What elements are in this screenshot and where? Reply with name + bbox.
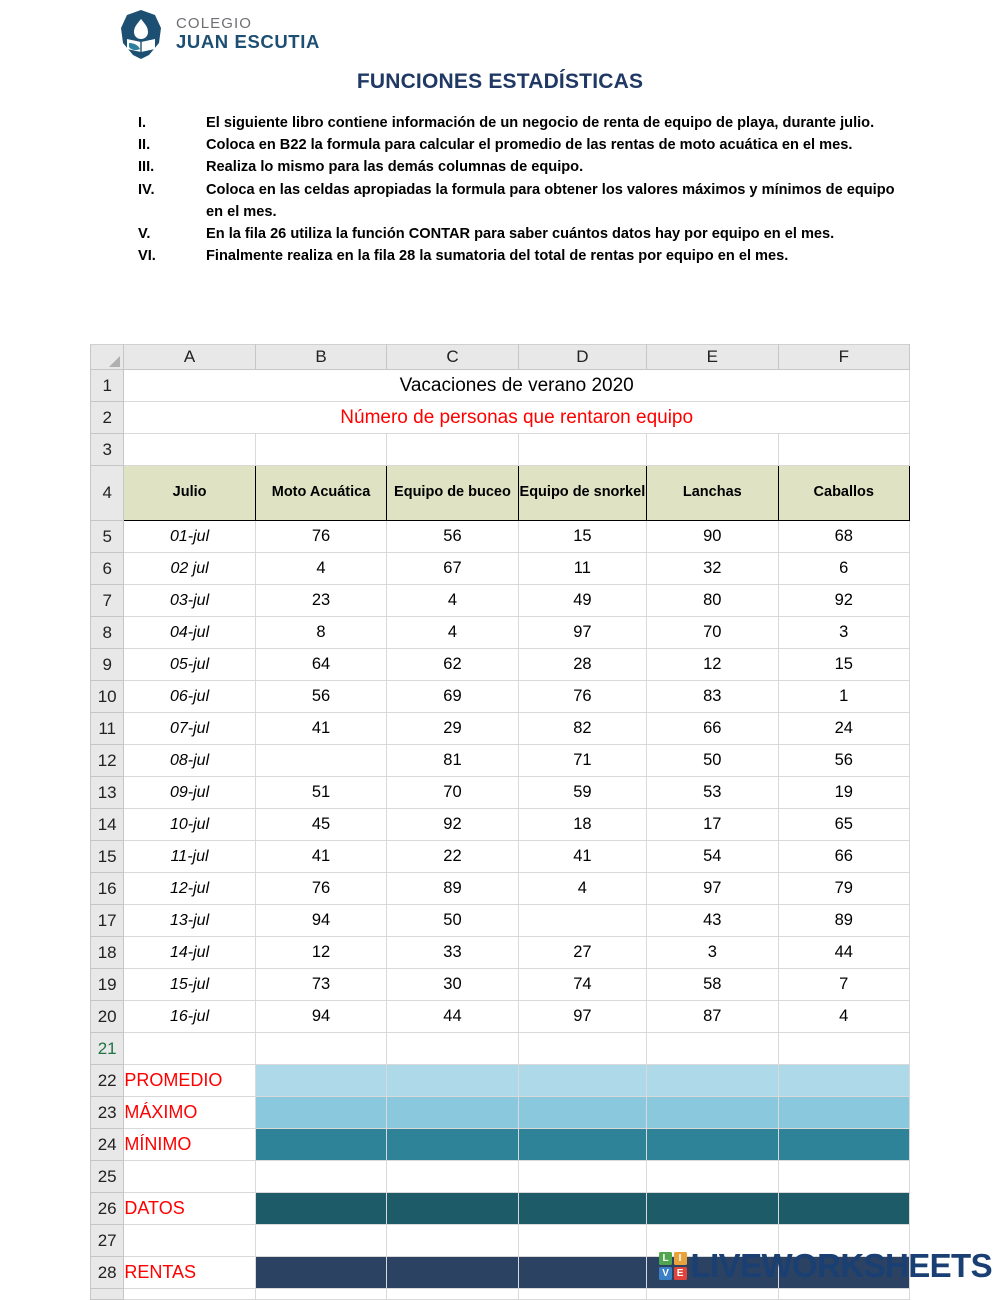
data-cell[interactable]: 4 bbox=[778, 1001, 909, 1033]
row-header-7[interactable]: 7 bbox=[91, 585, 124, 617]
data-cell[interactable]: 81 bbox=[387, 745, 518, 777]
data-cell[interactable]: 44 bbox=[778, 937, 909, 969]
table-header-2[interactable]: Equipo de buceo bbox=[387, 466, 518, 521]
summary-fill-cell[interactable] bbox=[387, 1097, 518, 1129]
data-cell[interactable]: 3 bbox=[647, 937, 778, 969]
row-header-11[interactable]: 11 bbox=[91, 713, 124, 745]
summary-fill-cell[interactable] bbox=[778, 1065, 909, 1097]
data-cell[interactable]: 56 bbox=[387, 521, 518, 553]
instruction-item bbox=[138, 179, 898, 223]
summary-fill-cell[interactable] bbox=[518, 1257, 646, 1289]
date-cell[interactable]: 05-jul bbox=[124, 649, 255, 681]
summary-label[interactable] bbox=[124, 1161, 255, 1193]
sheet-row-3 bbox=[91, 434, 910, 466]
instruction-item bbox=[138, 223, 898, 245]
data-cell[interactable]: 12 bbox=[255, 937, 386, 969]
summary-fill-cell[interactable] bbox=[778, 1097, 909, 1129]
data-cell[interactable] bbox=[518, 905, 646, 937]
column-header-b[interactable]: B bbox=[255, 345, 386, 370]
table-row bbox=[91, 745, 910, 777]
summary-fill-cell[interactable] bbox=[518, 1065, 646, 1097]
data-cell[interactable]: 45 bbox=[255, 809, 386, 841]
table-row bbox=[91, 841, 910, 873]
data-cell[interactable]: 15 bbox=[518, 521, 646, 553]
row-header-16[interactable]: 16 bbox=[91, 873, 124, 905]
row-header-27[interactable]: 27 bbox=[91, 1225, 124, 1257]
summary-fill-cell[interactable] bbox=[255, 1065, 386, 1097]
table-row bbox=[91, 937, 910, 969]
row-header-6[interactable]: 6 bbox=[91, 553, 124, 585]
data-cell[interactable]: 22 bbox=[387, 841, 518, 873]
table-header-1[interactable]: Moto Acuática bbox=[255, 466, 386, 521]
data-cell[interactable]: 76 bbox=[255, 873, 386, 905]
data-cell[interactable]: 76 bbox=[255, 521, 386, 553]
summary-label[interactable]: MÍNIMO bbox=[124, 1129, 255, 1161]
summary-fill-cell[interactable] bbox=[778, 1129, 909, 1161]
instruction-number: II. bbox=[138, 137, 151, 154]
instruction-item bbox=[138, 112, 898, 134]
row-header-2[interactable]: 2 bbox=[91, 402, 124, 434]
data-cell[interactable]: 90 bbox=[647, 521, 778, 553]
table-row bbox=[91, 617, 910, 649]
summary-label[interactable]: DATOS bbox=[124, 1193, 255, 1225]
table-header-4[interactable]: Lanchas bbox=[647, 466, 778, 521]
row-header-9[interactable]: 9 bbox=[91, 649, 124, 681]
data-cell[interactable]: 19 bbox=[778, 777, 909, 809]
data-cell[interactable]: 80 bbox=[647, 585, 778, 617]
data-cell[interactable]: 41 bbox=[255, 841, 386, 873]
data-cell[interactable]: 66 bbox=[778, 841, 909, 873]
data-cell[interactable]: 1 bbox=[778, 681, 909, 713]
instruction-text: El siguiente libro contiene información de un negocio de renta de equipo de playa, durante julio. bbox=[206, 115, 875, 131]
data-cell[interactable]: 44 bbox=[387, 1001, 518, 1033]
data-cell[interactable]: 53 bbox=[647, 777, 778, 809]
data-cell[interactable]: 15 bbox=[778, 649, 909, 681]
data-cell[interactable]: 30 bbox=[387, 969, 518, 1001]
data-cell[interactable]: 23 bbox=[255, 585, 386, 617]
data-cell[interactable]: 94 bbox=[255, 905, 386, 937]
sheet-cell[interactable] bbox=[647, 434, 778, 466]
data-cell[interactable]: 50 bbox=[387, 905, 518, 937]
row-header-23[interactable]: 23 bbox=[91, 1097, 124, 1129]
row-header-18[interactable]: 18 bbox=[91, 937, 124, 969]
data-cell[interactable]: 54 bbox=[647, 841, 778, 873]
data-cell[interactable]: 97 bbox=[518, 617, 646, 649]
sheet-cell[interactable] bbox=[647, 1289, 778, 1300]
date-cell[interactable]: 09-jul bbox=[124, 777, 255, 809]
instruction-number: III. bbox=[138, 159, 155, 176]
sheet-cell[interactable] bbox=[124, 1289, 255, 1300]
data-cell[interactable]: 49 bbox=[518, 585, 646, 617]
table-row bbox=[91, 713, 910, 745]
sheet-row-clipped bbox=[91, 1289, 910, 1300]
table-header-0[interactable]: Julio bbox=[124, 466, 255, 521]
data-cell[interactable]: 32 bbox=[647, 553, 778, 585]
instruction-text: Coloca en las celdas apropiadas la formula para obtener los valores máximos y mínimos de equipo en el mes. bbox=[206, 181, 895, 220]
data-cell[interactable]: 4 bbox=[387, 617, 518, 649]
summary-label[interactable]: RENTAS bbox=[124, 1257, 255, 1289]
table-row bbox=[91, 649, 910, 681]
data-cell[interactable]: 69 bbox=[387, 681, 518, 713]
page-header bbox=[0, 0, 1000, 66]
table-row bbox=[91, 585, 910, 617]
column-header-c[interactable]: C bbox=[387, 345, 518, 370]
sheet-cell[interactable] bbox=[255, 1289, 386, 1300]
row-header-15[interactable]: 15 bbox=[91, 841, 124, 873]
table-row bbox=[91, 553, 910, 585]
data-cell[interactable]: 4 bbox=[255, 553, 386, 585]
summary-fill-cell[interactable] bbox=[387, 1193, 518, 1225]
data-cell[interactable]: 56 bbox=[778, 745, 909, 777]
instruction-item bbox=[138, 134, 898, 156]
date-cell[interactable]: 12-jul bbox=[124, 873, 255, 905]
data-cell[interactable]: 6 bbox=[778, 553, 909, 585]
data-cell[interactable]: 43 bbox=[647, 905, 778, 937]
table-row bbox=[91, 521, 910, 553]
data-cell[interactable]: 66 bbox=[647, 713, 778, 745]
table-row bbox=[91, 681, 910, 713]
data-cell[interactable]: 41 bbox=[255, 713, 386, 745]
data-cell[interactable]: 56 bbox=[255, 681, 386, 713]
row-header-5[interactable]: 5 bbox=[91, 521, 124, 553]
summary-row bbox=[91, 1161, 910, 1193]
logo-line-juan-escutia: JUAN ESCUTIA bbox=[176, 31, 320, 53]
instruction-number: IV. bbox=[138, 181, 155, 198]
data-cell[interactable]: 64 bbox=[255, 649, 386, 681]
date-cell[interactable]: 06-jul bbox=[124, 681, 255, 713]
table-row bbox=[91, 809, 910, 841]
select-all-corner[interactable] bbox=[91, 345, 124, 370]
instruction-text: Realiza lo mismo para las demás columnas de equipo. bbox=[206, 159, 584, 176]
row-header-10[interactable]: 10 bbox=[91, 681, 124, 713]
instruction-text: Finalmente realiza en la fila 28 la sumatoria del total de rentas por equipo en el mes. bbox=[206, 248, 789, 265]
sheet-cell[interactable] bbox=[778, 434, 909, 466]
data-cell[interactable]: 27 bbox=[518, 937, 646, 969]
date-cell[interactable]: 03-jul bbox=[124, 585, 255, 617]
summary-row bbox=[91, 1129, 910, 1161]
summary-fill-cell[interactable] bbox=[647, 1129, 778, 1161]
row-header-8[interactable]: 8 bbox=[91, 617, 124, 649]
sheet-cell[interactable] bbox=[124, 434, 255, 466]
sheet-row-1 bbox=[91, 370, 910, 402]
summary-fill-cell[interactable] bbox=[647, 1097, 778, 1129]
sheet-cell[interactable] bbox=[778, 1289, 909, 1300]
lw-square-i: I bbox=[674, 1252, 687, 1265]
table-row bbox=[91, 905, 910, 937]
date-cell[interactable]: 10-jul bbox=[124, 809, 255, 841]
column-header-e[interactable]: E bbox=[647, 345, 778, 370]
data-cell[interactable]: 28 bbox=[518, 649, 646, 681]
row-header-13[interactable]: 13 bbox=[91, 777, 124, 809]
summary-row bbox=[91, 1065, 910, 1097]
instruction-item bbox=[138, 245, 898, 267]
corner-triangle-icon bbox=[109, 356, 120, 367]
lw-square-e: E bbox=[674, 1267, 687, 1280]
row-header-20[interactable]: 20 bbox=[91, 1001, 124, 1033]
sheet-cell[interactable] bbox=[518, 1289, 646, 1300]
data-cell[interactable]: 89 bbox=[778, 905, 909, 937]
data-cell[interactable]: 18 bbox=[518, 809, 646, 841]
data-cell[interactable]: 24 bbox=[778, 713, 909, 745]
sheet-row-21 bbox=[91, 1033, 910, 1065]
summary-fill-cell[interactable] bbox=[647, 1065, 778, 1097]
summary-fill-cell[interactable] bbox=[387, 1257, 518, 1289]
summary-fill-cell[interactable] bbox=[518, 1161, 646, 1193]
date-cell[interactable]: 13-jul bbox=[124, 905, 255, 937]
data-cell[interactable]: 33 bbox=[387, 937, 518, 969]
row-header-19[interactable]: 19 bbox=[91, 969, 124, 1001]
logo-line-colegio: COLEGIO bbox=[176, 15, 253, 33]
school-logo bbox=[115, 9, 320, 61]
summary-fill-cell[interactable] bbox=[778, 1161, 909, 1193]
data-cell[interactable]: 67 bbox=[387, 553, 518, 585]
data-cell[interactable]: 82 bbox=[518, 713, 646, 745]
summary-fill-cell[interactable] bbox=[255, 1161, 386, 1193]
sheet-title-cell[interactable]: Vacaciones de verano 2020 bbox=[124, 370, 910, 402]
summary-fill-cell[interactable] bbox=[255, 1225, 386, 1257]
data-cell[interactable]: 11 bbox=[518, 553, 646, 585]
data-cell[interactable]: 51 bbox=[255, 777, 386, 809]
column-header-row bbox=[91, 345, 910, 370]
table-header-3[interactable]: Equipo de snorkel bbox=[518, 466, 646, 521]
data-cell[interactable]: 4 bbox=[518, 873, 646, 905]
data-cell[interactable]: 97 bbox=[518, 1001, 646, 1033]
data-cell[interactable]: 29 bbox=[387, 713, 518, 745]
row-header-22[interactable]: 22 bbox=[91, 1065, 124, 1097]
summary-fill-cell[interactable] bbox=[387, 1129, 518, 1161]
sheet-subtitle-cell[interactable]: Número de personas que rentaron equipo bbox=[124, 402, 910, 434]
lw-square-l: L bbox=[659, 1252, 672, 1265]
data-cell[interactable]: 62 bbox=[387, 649, 518, 681]
row-header-26[interactable]: 26 bbox=[91, 1193, 124, 1225]
instruction-number: I. bbox=[138, 115, 147, 131]
row-header-24[interactable]: 24 bbox=[91, 1129, 124, 1161]
data-cell[interactable]: 70 bbox=[647, 617, 778, 649]
data-cell[interactable]: 92 bbox=[778, 585, 909, 617]
date-cell[interactable]: 15-jul bbox=[124, 969, 255, 1001]
liveworksheets-logo-icon bbox=[659, 1252, 687, 1280]
summary-fill-cell[interactable] bbox=[518, 1193, 646, 1225]
data-cell[interactable]: 89 bbox=[387, 873, 518, 905]
data-cell[interactable]: 50 bbox=[647, 745, 778, 777]
date-cell[interactable]: 14-jul bbox=[124, 937, 255, 969]
data-cell[interactable]: 74 bbox=[518, 969, 646, 1001]
date-cell[interactable]: 02 jul bbox=[124, 553, 255, 585]
row-header-3[interactable]: 3 bbox=[91, 434, 124, 466]
sheet-cell[interactable] bbox=[387, 1289, 518, 1300]
sheet-cell[interactable] bbox=[647, 1033, 778, 1065]
data-cell[interactable]: 68 bbox=[778, 521, 909, 553]
data-cell[interactable]: 3 bbox=[778, 617, 909, 649]
data-cell[interactable]: 17 bbox=[647, 809, 778, 841]
summary-fill-cell[interactable] bbox=[518, 1129, 646, 1161]
page-title: FUNCIONES ESTADÍSTICAS bbox=[356, 70, 644, 93]
sheet-cell[interactable] bbox=[387, 434, 518, 466]
table-row bbox=[91, 873, 910, 905]
date-cell[interactable]: 11-jul bbox=[124, 841, 255, 873]
summary-fill-cell[interactable] bbox=[518, 1097, 646, 1129]
instruction-number: V. bbox=[138, 225, 151, 242]
instruction-item bbox=[138, 156, 898, 178]
data-cell[interactable]: 97 bbox=[647, 873, 778, 905]
spreadsheet bbox=[90, 344, 910, 1300]
table-row bbox=[91, 969, 910, 1001]
summary-fill-cell[interactable] bbox=[518, 1225, 646, 1257]
summary-fill-cell[interactable] bbox=[387, 1161, 518, 1193]
instructions-list bbox=[138, 112, 898, 267]
instruction-text: En la fila 26 utiliza la función CONTAR para saber cuántos datos hay por equipo en el mes. bbox=[206, 225, 835, 242]
summary-fill-cell[interactable] bbox=[647, 1161, 778, 1193]
data-cell[interactable]: 70 bbox=[387, 777, 518, 809]
data-cell[interactable]: 92 bbox=[387, 809, 518, 841]
summary-row bbox=[91, 1097, 910, 1129]
date-cell[interactable]: 08-jul bbox=[124, 745, 255, 777]
sheet-row-2 bbox=[91, 402, 910, 434]
row-header-25[interactable]: 25 bbox=[91, 1161, 124, 1193]
instruction-text: Coloca en B22 la formula para calcular el promedio de las rentas de moto acuática en el mes. bbox=[206, 137, 853, 154]
date-cell[interactable]: 07-jul bbox=[124, 713, 255, 745]
school-logo-text bbox=[176, 16, 320, 54]
row-header-12[interactable]: 12 bbox=[91, 745, 124, 777]
data-cell[interactable]: 83 bbox=[647, 681, 778, 713]
date-cell[interactable]: 16-jul bbox=[124, 1001, 255, 1033]
lw-square-v: V bbox=[659, 1267, 672, 1280]
column-header-a[interactable]: A bbox=[124, 345, 255, 370]
date-cell[interactable]: 04-jul bbox=[124, 617, 255, 649]
sheet-row-4 bbox=[91, 466, 910, 521]
column-header-d[interactable]: D bbox=[518, 345, 646, 370]
summary-row bbox=[91, 1193, 910, 1225]
row-header-4[interactable]: 4 bbox=[91, 466, 124, 521]
data-cell[interactable]: 12 bbox=[647, 649, 778, 681]
row-header-28[interactable]: 28 bbox=[91, 1257, 124, 1289]
data-cell[interactable]: 87 bbox=[647, 1001, 778, 1033]
summary-label[interactable]: MÁXIMO bbox=[124, 1097, 255, 1129]
column-header-f[interactable]: F bbox=[778, 345, 909, 370]
book-flame-logo-icon bbox=[115, 9, 167, 61]
sheet-cell[interactable] bbox=[518, 1033, 646, 1065]
data-cell[interactable]: 76 bbox=[518, 681, 646, 713]
summary-label[interactable] bbox=[124, 1225, 255, 1257]
table-row bbox=[91, 1001, 910, 1033]
sheet-cell[interactable] bbox=[255, 434, 386, 466]
data-cell[interactable]: 8 bbox=[255, 617, 386, 649]
row-header-partial[interactable] bbox=[91, 1289, 124, 1300]
summary-label[interactable]: PROMEDIO bbox=[124, 1065, 255, 1097]
sheet-cell[interactable] bbox=[387, 1033, 518, 1065]
row-header-1[interactable]: 1 bbox=[91, 370, 124, 402]
summary-fill-cell[interactable] bbox=[255, 1129, 386, 1161]
sheet-cell[interactable] bbox=[255, 1033, 386, 1065]
sheet-cell[interactable] bbox=[124, 1033, 255, 1065]
liveworksheets-footer bbox=[659, 1247, 992, 1285]
table-row bbox=[91, 777, 910, 809]
instruction-number: VI. bbox=[138, 248, 156, 265]
data-cell[interactable]: 79 bbox=[778, 873, 909, 905]
sheet-cell[interactable] bbox=[778, 1033, 909, 1065]
summary-fill-cell[interactable] bbox=[647, 1193, 778, 1225]
summary-fill-cell[interactable] bbox=[255, 1257, 386, 1289]
sheet-cell[interactable] bbox=[518, 434, 646, 466]
table-header-5[interactable]: Caballos bbox=[778, 466, 909, 521]
summary-fill-cell[interactable] bbox=[387, 1065, 518, 1097]
data-cell[interactable]: 58 bbox=[647, 969, 778, 1001]
summary-fill-cell[interactable] bbox=[387, 1225, 518, 1257]
data-cell[interactable]: 73 bbox=[255, 969, 386, 1001]
data-cell[interactable]: 71 bbox=[518, 745, 646, 777]
data-cell[interactable]: 4 bbox=[387, 585, 518, 617]
row-header-21[interactable]: 21 bbox=[91, 1033, 124, 1065]
liveworksheets-wordmark: LIVEWORKSHEETS bbox=[690, 1247, 992, 1284]
data-cell[interactable] bbox=[255, 745, 386, 777]
row-header-14[interactable]: 14 bbox=[91, 809, 124, 841]
summary-fill-cell[interactable] bbox=[778, 1193, 909, 1225]
data-cell[interactable]: 59 bbox=[518, 777, 646, 809]
data-cell[interactable]: 41 bbox=[518, 841, 646, 873]
date-cell[interactable]: 01-jul bbox=[124, 521, 255, 553]
data-cell[interactable]: 94 bbox=[255, 1001, 386, 1033]
data-cell[interactable]: 65 bbox=[778, 809, 909, 841]
data-cell[interactable]: 7 bbox=[778, 969, 909, 1001]
summary-fill-cell[interactable] bbox=[255, 1097, 386, 1129]
summary-fill-cell[interactable] bbox=[255, 1193, 386, 1225]
row-header-17[interactable]: 17 bbox=[91, 905, 124, 937]
